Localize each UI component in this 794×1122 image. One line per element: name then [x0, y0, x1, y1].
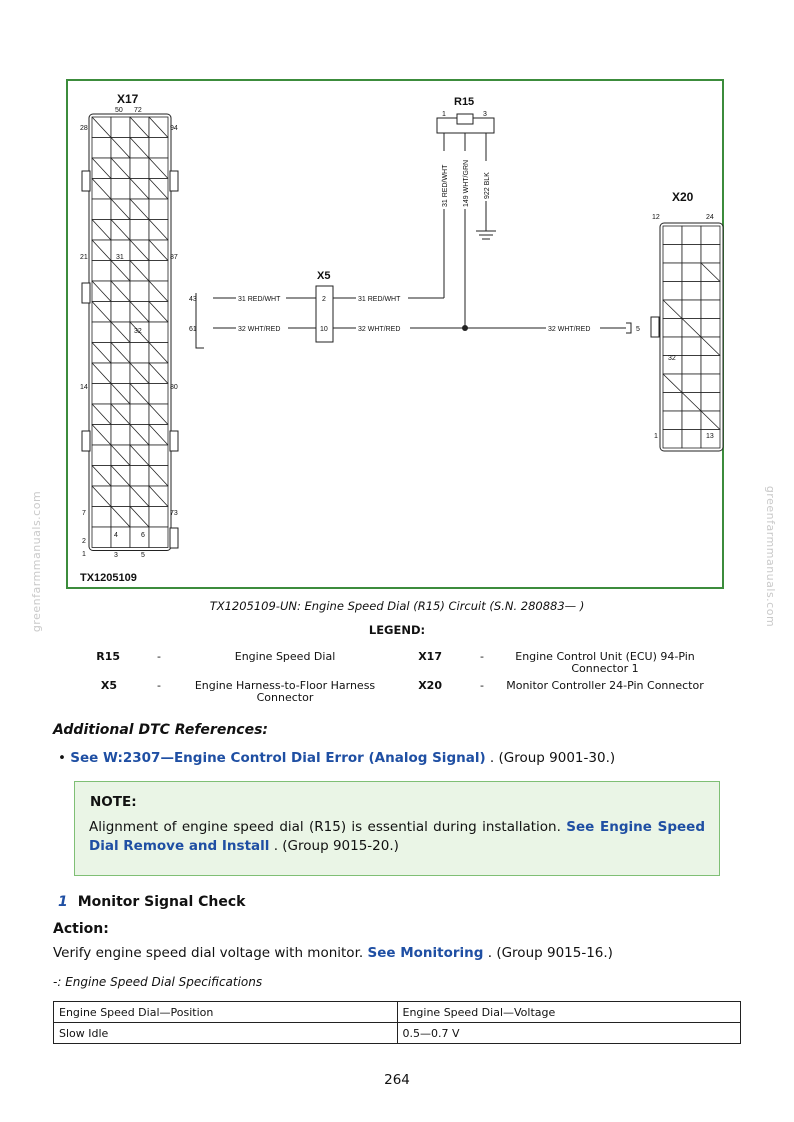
connector-cavity [701, 300, 720, 319]
connector-cavity [682, 411, 701, 430]
x17-pin-label: 43 [189, 296, 197, 303]
connector-cavity [663, 411, 682, 430]
table-header-cell: Engine Speed Dial—Position [54, 1002, 398, 1023]
table-cell: 0.5—0.7 V [397, 1023, 741, 1044]
connector-cavity [701, 356, 720, 375]
wire-label: 32 WHT/RED [238, 326, 281, 333]
connector-cavity [701, 319, 720, 338]
r15-pin-label: 3 [483, 111, 487, 118]
x17-pin-label: 21 [80, 254, 88, 261]
connector-cavity [92, 445, 111, 466]
figure-id: TX1205109 [80, 572, 137, 584]
legend-code: R15 [96, 650, 120, 663]
x20-tab [651, 317, 659, 337]
step-heading [58, 894, 246, 910]
x17-pin-label: 72 [134, 107, 142, 114]
connector-cavity [130, 281, 149, 302]
connector-cavity [682, 300, 701, 319]
connector-cavity [682, 226, 701, 245]
step-title: Monitor Signal Check [77, 894, 246, 910]
connector-cavity [149, 527, 168, 548]
x20-pin-label: 12 [652, 214, 660, 221]
connector-cavity [130, 527, 149, 548]
connector-cavity [663, 393, 682, 412]
connector-cavity [92, 384, 111, 405]
action-suffix: . (Group 9015-16.) [483, 945, 613, 961]
dtc-heading: Additional DTC References: [53, 722, 269, 738]
connector-cavity [130, 158, 149, 179]
note-text: Alignment of engine speed dial (R15) is essential during installation. [89, 819, 567, 835]
note-suffix: . (Group 9015-20.) [269, 838, 399, 854]
wire-label: 31 RED/WHT [358, 296, 401, 303]
connector-cavity [111, 363, 130, 384]
connector-cavity [663, 226, 682, 245]
action-text [53, 945, 613, 961]
table-header-cell: Engine Speed Dial—Voltage [397, 1002, 741, 1023]
legend-desc: Monitor Controller 24-Pin Connector [506, 679, 704, 692]
x17-tab [82, 283, 90, 303]
x17-pin-label: 14 [80, 384, 88, 391]
x17-pin-label: 32 [134, 328, 142, 335]
x17-tab [170, 431, 178, 451]
x17-pin-label: 6 [141, 532, 145, 539]
connector-cavity [92, 261, 111, 282]
note-link[interactable]: See Engine Speed Dial Remove and Install [89, 819, 706, 854]
watermark-right: greenfarmmanuals.com [764, 485, 778, 628]
x20-pin-label: 32 [668, 355, 676, 362]
x17-pin-label: 94 [170, 125, 178, 132]
connector-cavity [682, 337, 701, 356]
harness-bracket [196, 293, 204, 348]
connector-cavity [682, 374, 701, 393]
table-header-row [54, 1002, 741, 1023]
x17-pin-label: 61 [189, 326, 197, 333]
connector-cavity [663, 430, 682, 449]
dtc-reference-suffix: . (Group 9001-30.) [485, 750, 616, 766]
x17-tab [82, 171, 90, 191]
connector-cavity [663, 245, 682, 264]
connector-cavity [149, 322, 168, 343]
connector-cavity [701, 393, 720, 412]
legend-desc: Engine Control Unit (ECU) 94-Pin Connector 1 [515, 650, 695, 675]
connector-cavity [111, 486, 130, 507]
legend-title: LEGEND: [368, 623, 426, 637]
x17-pin-label: 73 [170, 510, 178, 517]
x20-pin-label: 5 [636, 326, 640, 333]
connector-cavity [111, 179, 130, 200]
connector-cavity [92, 199, 111, 220]
wire-label: 32 WHT/RED [358, 326, 401, 333]
legend-desc: Engine Speed Dial [234, 650, 336, 663]
step-number: 1 [58, 894, 68, 910]
x17-pin-label: 80 [170, 384, 178, 391]
connector-cavity [149, 445, 168, 466]
wire-label: 149 WHT/GRN [463, 159, 470, 207]
connector-cavity [149, 199, 168, 220]
x17-pin-label: 87 [170, 254, 178, 261]
connector-cavity [92, 322, 111, 343]
connector-cavity [663, 263, 682, 282]
dtc-reference-link[interactable]: See W:2307—Engine Control Dial Error (Analog Signal) [70, 750, 486, 766]
connector-cavity [149, 384, 168, 405]
legend-code: X20 [418, 679, 442, 692]
connector-cavity [130, 404, 149, 425]
wire-label: 31 RED/WHT [238, 296, 281, 303]
figure-caption: TX1205109-UN: Engine Speed Dial (R15) Circuit (S.N. 280883— ) [209, 599, 585, 613]
legend-dash: - [157, 679, 161, 692]
connector-cavity [682, 263, 701, 282]
legend-desc: Engine Harness-to-Floor Harness Connector [194, 679, 376, 704]
connector-cavity [682, 356, 701, 375]
connector-cavity [111, 302, 130, 323]
note-body [89, 818, 705, 856]
connector-cavity [92, 507, 111, 528]
x20-title: X20 [672, 190, 694, 204]
connector-cavity [130, 220, 149, 241]
bullet-icon: • [58, 750, 66, 766]
connector-cavity [682, 430, 701, 449]
x17-pin-label: 28 [80, 125, 88, 132]
legend-dash: - [480, 679, 484, 692]
x5-title: X5 [317, 270, 331, 282]
x5-connector [316, 286, 333, 342]
connector-cavity [682, 282, 701, 301]
x17-pin-label: 7 [82, 510, 86, 517]
connector-cavity [149, 138, 168, 159]
x20-pin-label: 1 [654, 433, 658, 440]
x17-title: X17 [117, 92, 139, 106]
connector-cavity [701, 282, 720, 301]
connector-cavity [130, 466, 149, 487]
table-cell: Slow Idle [54, 1023, 398, 1044]
x17-pin-label: 4 [114, 532, 118, 539]
r15-pin-label: 1 [442, 111, 446, 118]
wire-label: 32 WHT/RED [548, 326, 591, 333]
table-caption: -: Engine Speed Dial Specifications [53, 975, 263, 989]
x20-pin-bracket [626, 323, 631, 333]
connector-cavity [149, 261, 168, 282]
connector-cavity [92, 138, 111, 159]
watermark-left: greenfarmmanuals.com [30, 490, 44, 633]
r15-wiper [457, 114, 473, 124]
connector-cavity [682, 245, 701, 264]
table-row [54, 1023, 741, 1044]
note-title: NOTE: [90, 794, 137, 810]
x17-tab [170, 171, 178, 191]
wire-label: 922 BLK [484, 172, 491, 199]
r15-title: R15 [454, 96, 475, 108]
connector-cavity [663, 337, 682, 356]
x20-connector-grid [660, 223, 723, 451]
page-number: 264 [384, 1072, 410, 1088]
legend-code: X17 [418, 650, 442, 663]
wiring-diagram [66, 79, 724, 589]
connector-cavity [663, 319, 682, 338]
x17-pin-label: 31 [116, 254, 124, 261]
x17-connector-grid [89, 114, 171, 551]
connector-cavity [701, 226, 720, 245]
splice-dot [462, 325, 468, 331]
connector-cavity [111, 425, 130, 446]
legend-code: X5 [100, 679, 117, 692]
x17-pin-label: 2 [82, 538, 86, 545]
x17-tab [170, 528, 178, 548]
x17-pin-label: 50 [115, 107, 123, 114]
dtc-reference-item [58, 750, 615, 766]
connector-cavity [92, 527, 111, 548]
connector-cavity [701, 374, 720, 393]
x17-pin-label: 5 [141, 552, 145, 559]
wire-label: 31 RED/WHT [442, 164, 449, 207]
spec-table [53, 1001, 741, 1044]
legend-dash: - [157, 650, 161, 663]
x17-pin-label: 1 [82, 551, 86, 558]
connector-cavity [111, 117, 130, 138]
action-link[interactable]: See Monitoring [367, 945, 484, 961]
connector-cavity [701, 245, 720, 264]
connector-cavity [130, 343, 149, 364]
x20-pin-label: 13 [706, 433, 714, 440]
connector-cavity [149, 507, 168, 528]
action-body: Verify engine speed dial voltage with monitor. [53, 945, 368, 961]
x5-pin-label: 2 [322, 296, 326, 303]
legend-dash: - [480, 650, 484, 663]
action-title: Action: [53, 921, 109, 937]
x20-pin-label: 24 [706, 214, 714, 221]
x5-pin-label: 10 [320, 326, 328, 333]
x17-pin-label: 3 [114, 552, 118, 559]
x17-tab [82, 431, 90, 451]
wiring-diagram-svg [68, 81, 726, 591]
connector-cavity [663, 282, 682, 301]
